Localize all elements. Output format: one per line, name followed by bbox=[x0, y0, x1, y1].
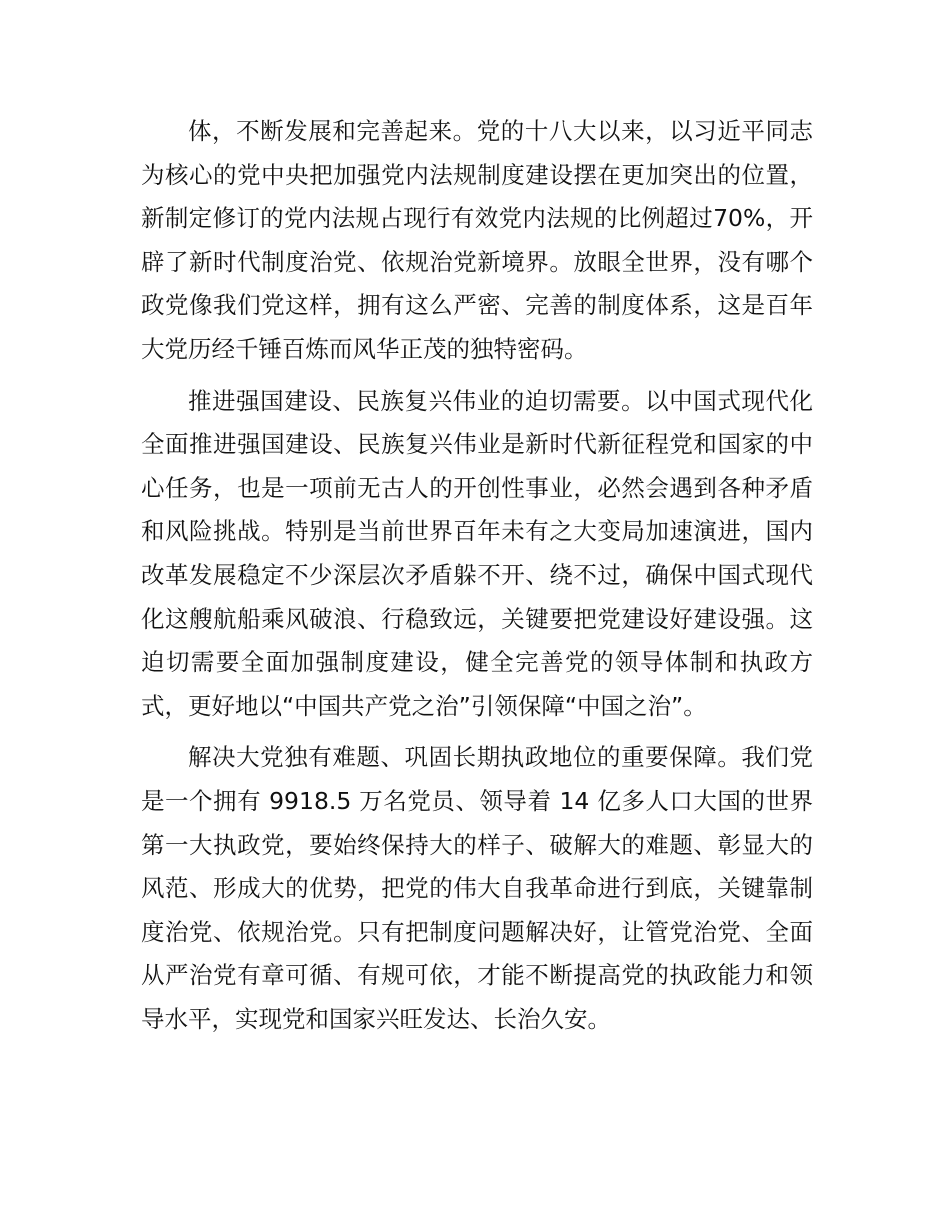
paragraph-2: 推进强国建设、民族复兴伟业的迫切需要。以中国式现代化全面推进强国建设、民族复兴伟业是新时代新征程党和国家的中心任务，也是一项前无古人的开创性事业，必然会遇到各种矛盾和风险挑战。特别是当前世界百年未有之大变局加速演进，国内改革发展稳定不少深层次矛盾躲不开、绕不过，确保中国式现代化这艘航船乘风破浪、行稳致远，关键要把党建设好建设强。这迫切需要全面加强制度建设，健全完善党的领导体制和执政方式，更好地以“中国共产党之治”引领保障“中国之治”。 bbox=[141, 386, 813, 720]
document-body bbox=[141, 110, 813, 1049]
paragraph-1: 体，不断发展和完善起来。党的十八大以来，以习近平同志为核心的党中央把加强党内法规制度建设摆在更加突出的位置，新制定修订的党内法规占现行有效党内法规的比例超过70%，开辟了新时代制度治党、依规治党新境界。放眼全世界，没有哪个政党像我们党这样，拥有这么严密、完善的制度体系，这是百年大党历经千锤百炼而风华正茂的独特密码。 bbox=[141, 117, 813, 363]
paragraph-3: 解决大党独有难题、巩固长期执政地位的重要保障。我们党是一个拥有 9918.5 万名党员、领导着 14 亿多人口大国的世界第一大执政党，要始终保持大的样子、破解大的难题、彰显大的风范、形成大的优势，把党的伟大自我革命进行到底，关键靠制度治党、依规治党。只有把制度问题解决好，让管党治党、全面从严治党有章可循、有规可依，才能不断提高党的执政能力和领导水平，实现党和国家兴旺发达、长治久安。 bbox=[141, 743, 813, 1033]
